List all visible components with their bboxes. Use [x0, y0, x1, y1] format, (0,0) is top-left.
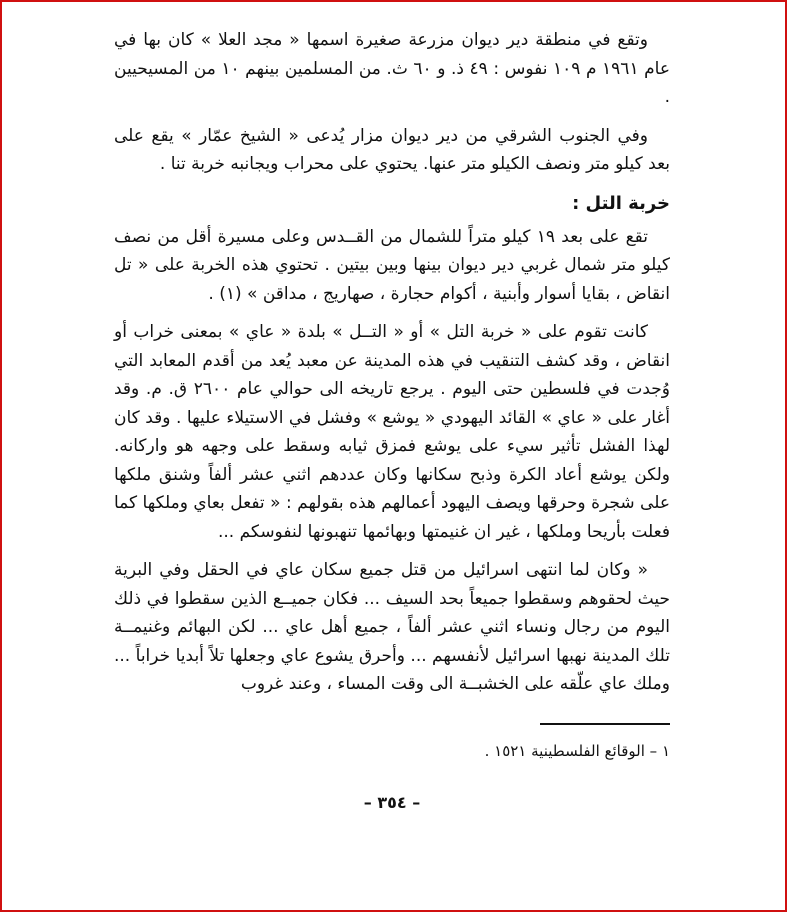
paragraph-majd-al-ala: [114, 26, 670, 112]
paragraph-sheikh-ammar: [114, 122, 670, 179]
paragraph-text: وتقع في منطقة دير ديوان مزرعة صغيرة اسمها « مجد العلا » كان بها في عام ١٩٦١ م ١٠٩ نفوس : ٤٩ ذ. و ٦٠ ث. من المسلمين بينهم ١٠ من المسيحيين .: [114, 30, 670, 107]
paragraph-quote: [114, 556, 670, 699]
paragraph-text: كانت تقوم على « خربة التل » أو « التــل » بلدة « عاي » بمعنى خراب أو انقاض ، وقد كشف التنقيب في هذه المدينة عن معبد يُعد من أقدم المعابد التي وُجدت في فلسطين حتى اليوم . يرجع تاريخه الى حوالي عام ٢٦٠٠ ق. م. وقد أغار على « عاي » القائد اليهودي « يوشع » وفشل في الاستيلاء عليها . وقد كان لهذا الفشل تأثير سيء على يوشع فمزق ثيابه وسقط على وجهه هو واركانه. ولكن يوشع أعاد الكرة وذبح سكانها وكان عددهم اثني عشر ألفاً وشنق ملكها على شجرة وحرقها ويصف اليهود أعمالهم هذه بقولهم : « تفعل بعاي وملكها كما فعلت بأريحا وملكها ، غير ان غنيمتها وبهائمها تنهبونها لنفوسكم ...: [114, 322, 671, 542]
paragraph-ai-history: [114, 318, 670, 546]
footnote-divider: [540, 723, 670, 725]
paragraph-khirbet-location: [114, 223, 670, 309]
page-number: – ٣٥٤ –: [363, 792, 421, 812]
section-heading: خربة التل :: [572, 192, 670, 214]
book-page: [114, 26, 670, 815]
paragraph-text: تقع على بعد ١٩ كيلو متراً للشمال من القــدس وعلى مسيرة أقل من نصف كيلو متر شمال غربي دير ديوان بينها وبين بيتين . تحتوي هذه الخربة على « تل انقاض ، بقايا أسوار وأبنية ، أكوام حجارة ، صهاريج ، مداقن » (١) .: [114, 226, 670, 304]
paragraph-text: « وكان لما انتهى اسرائيل من قتل جميع سكان عاي في الحقل وفي البرية حيث لحقوهم وسقطوا جميعاً بحد السيف ... فكان جميــع الذين سقطوا في ذلك اليوم من رجال ونساء اثني عشر ألفاً ، جميع أهل عاي ... لكن البهائم وغنيمــة تلك المدينة نهبها اسرائيل لأنفسهم ... وأحرق يشوع عاي وجعلها تلاً أبديا خراباً ... وملك عاي علّقه على الخشبــة الى وقت المساء ، وعند غروب: [114, 560, 670, 694]
paragraph-text: وفي الجنوب الشرقي من دير ديوان مزار يُدعى « الشيخ عمّار » يقع على بعد كيلو متر ونصف الكيلو متر عنها. يحتوي على محراب ويجانبه خربة تنا .: [114, 125, 670, 174]
footnote: ١ – الوقائع الفلسطينية ١٥٢١ .: [484, 741, 670, 760]
